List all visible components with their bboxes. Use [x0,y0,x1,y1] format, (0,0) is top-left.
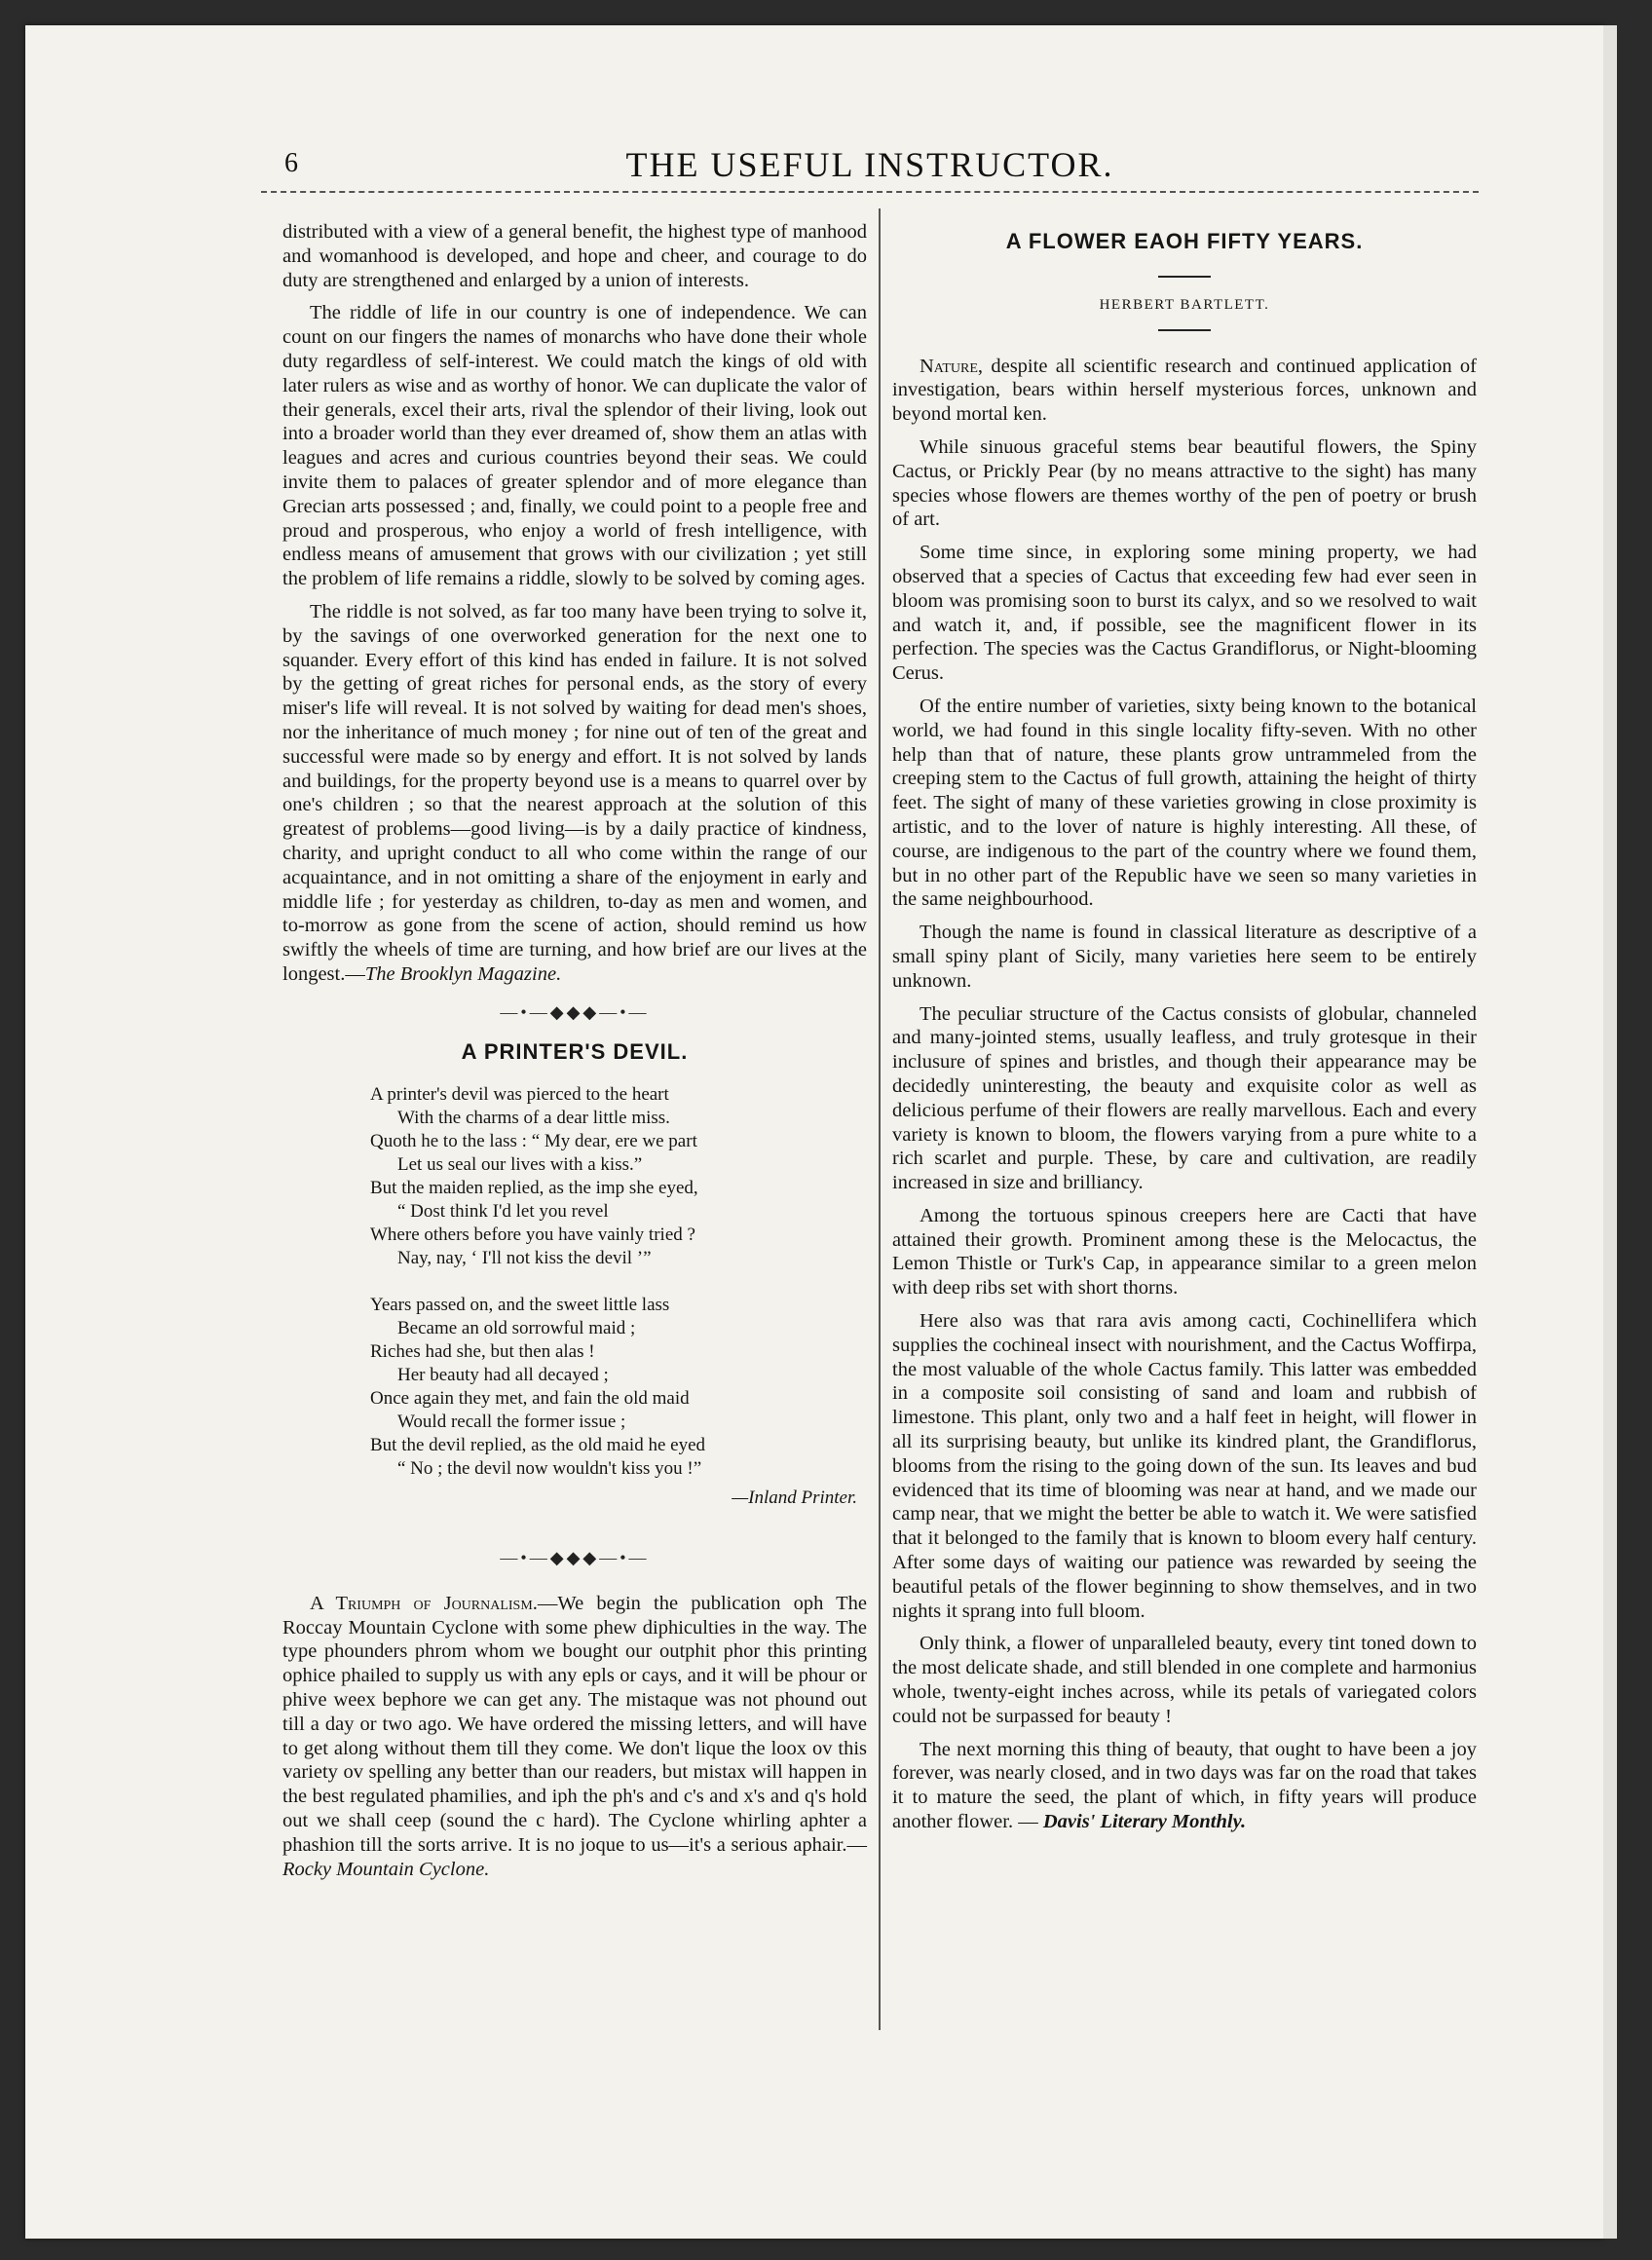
paragraph: Among the tortuous spinous creepers here are Cacti that have attained their growth. Prominent among these is the Melocactus, the Lemon Thistle or Turk's Cap, in appearance similar to a green melon with deep ribs set with short thorns. [892,1204,1477,1300]
poem-stanza-1 [370,1083,867,1270]
poem-line: Where others before you have vainly tried ? [370,1224,695,1246]
poem-line: Riches had she, but then alas ! [370,1341,595,1363]
poem-credit: —Inland Printer. [732,1488,857,1509]
poem-title: A PRINTER'S DEVIL. [461,1038,689,1064]
page-number: 6 [284,148,298,178]
paragraph-text: The next morning this thing of beauty, that ought to have been a joy forever, was nearly closed, and in two days was far on the road that takes it to mature the seed, the plant of which, in fifty years will produce another flower. — [892,1738,1477,1833]
poem-line: But the maiden replied, as the imp she eyed, [370,1178,698,1199]
poem-line: “ No ; the devil now wouldn't kiss you !” [397,1458,702,1480]
poem-line: Years passed on, and the sweet little lass [370,1295,670,1316]
right-column [892,220,1477,1843]
paragraph: Though the name is found in classical literature as descriptive of a small spiny plant of Sicily, many varieties here seem to be entirely unknown. [892,922,1477,992]
header-rule [261,191,1479,193]
column-divider [879,208,881,2030]
triumph-paragraph [282,1592,867,1882]
paragraph: The riddle of life in our country is one of independence. We can count on our fingers the names of monarchs who have done their whole duty regardless of self-interest. We could match the kings of old with later rulers as wise and as worthy of honor. We can duplicate the valor of their generals, excel their arts, rival the splendor of their living, look out into a broader world than they ever dreamed of, show them an atlas with leagues and acres and curious countries beyond their seas. We could invite them to palaces of greater splendor and of more elegance than Grecian arts possessed ; and, finally, we could point to a people free and proud and prosperous, who enjoy a world of fresh intelligence, with endless means of amusement that grows with our civilization ; yet still the problem of life remains a riddle, slowly to be solved by coming ages. [282,302,867,590]
paragraph: distributed with a view of a general benefit, the highest type of manhood and womanhood is developed, and hope and cheer, and courage to do duty are strengthened and enlarged by a union of interests. [282,221,867,291]
paragraph: Only think, a flower of unparalleled beauty, every tint toned down to the most delicate shade, and still blended in one complete and harmonius whole, twenty-eight inches across, while its petals of variegated colors could not be surpassed for beauty ! [892,1633,1477,1727]
poem-line: A printer's devil was pierced to the heart [370,1084,669,1106]
poem-line: With the charms of a dear little miss. [397,1108,670,1129]
article-credit: The Brooklyn Magazine. [364,962,562,985]
section-ornament: —•—◆◆◆—•— [500,1548,650,1568]
poem-stanza-2 [370,1294,867,1481]
page-header [261,144,1479,187]
poem-line: Nay, nay, ‘ I'll not kiss the devil ’” [397,1248,652,1269]
poem-line: Let us seal our lives with a kiss.” [397,1154,643,1176]
left-column [282,220,867,1890]
poem-line: Would recall the former issue ; [397,1412,626,1433]
paragraph-text: despite all scientific research and continued application of investigation, bears within herself mysterious forces, unknown and beyond mortal ken. [892,355,1477,426]
journal-title: THE USEFUL INSTRUCTOR. [625,145,1114,184]
paragraph: Of the entire number of varieties, sixty being known to the botanical world, we had found in this single locality fifty-seven. With no other help than that of nature, these plants grow untrammeled from the creeping stem to the Cactus of full growth, attaining the height of thirty feet. The sight of many of these varieties growing in close proximity is artistic, and to the lover of nature is highly interesting. All these, of course, are indigenous to the part of the country where we found them, but in no other part of the Republic have we seen so many varieties in the same neighbourhood. [892,695,1477,911]
triumph-credit: Rocky Mountain Cyclone. [282,1858,490,1880]
paragraph [892,355,1477,427]
section-ornament: —•—◆◆◆—•— [500,1001,650,1022]
article-title: A FLOWER EAOH FIFTY YEARS. [1005,229,1364,253]
page-edge [1603,25,1617,2239]
title-rule [1158,276,1211,278]
article-credit: Davis' Literary Monthly. [1042,1811,1247,1833]
paragraph: While sinuous graceful stems bear beautiful flowers, the Spiny Cactus, or Prickly Pear (by no means attractive to the sight) has many species whose flowers are themes worthy of the pen of poetry or brush of art. [892,435,1477,531]
poem-line: Quoth he to the lass : “ My dear, ere we part [370,1131,697,1152]
triumph-text: —We begin the publication oph The Roccay Mountain Cyclone with some phew diphiculties in the way. The type phounders phrom whom we bought our outphit phor this printing ophice phailed to supply us with any epls or cays, and it will be phour or phive weex bephore we can get any. The mistaque was not phound out till a day or two ago. We have ordered the missing letters, and will have to get along without them till they come. We don't lique the loox ov this variety ov spelling any better than our readers, but mistax will happen in the best regulated phamilies, and iph the ph's and c's and x's and q's hold out we shall ceep (sound the c hard). The Cyclone whirling aphter a phashion till the sorts arrive. It is no joque to us—it's a serious aphair.— [282,1592,867,1856]
article-byline: HERBERT BARTLETT. [1099,296,1270,313]
paragraph: The peculiar structure of the Cactus consists of globular, channeled and many-jointed stems, usually leafless, and truly grotesque in their inclusure of spines and bristles, and though their appearance may be decidedly uninteresting, the beauty and exquisite color as well as delicious perfume of their flowers are really marvellous. Each and every variety is known to bloom, the flowers varying from a pure white to a rich scarlet and purple. These, by care and cultivation, are readily increased in size and brilliancy. [892,1002,1477,1194]
first-word: Nature, [920,355,984,377]
poem-line: Became an old sorrowful maid ; [397,1318,636,1339]
paragraph: Here also was that rara avis among cacti, Cochinellifera which supplies the cochineal insect with nourishment, and the Cactus Woffirpa, the most valuable of the whole Cactus family. This latter was embedded in a composite soil consisting of sand and loam and rubbish of limestone. This plant, only two and a half feet in height, will flower in all its surprising beauty, but unlike its kindred plant, the Grandiflorus, blooms from the rising to the going down of the sun. Its leaves and bud evidenced that its time of blooming was near at hand, and we made our camp near, that we might the better be able to watch it. We were satisfied that it belonged to the family that is known to bloom every half century. After some days of waiting our patience was rewarded by seeing the beautiful petals of the flower beginning to show themselves, and in two nights it sprang into full bloom. [892,1310,1477,1622]
poem [370,1083,867,1481]
paragraph: Some time since, in exploring some mining property, we had observed that a species of Cactus that exceeding few had ever seen in bloom was promising soon to burst its calyx, and so we resolved to wait and watch it, and, if possible, see the magnificent flower in its perfection. The species was the Cactus Grandiflorus, or Night-blooming Cerus. [892,542,1477,685]
triumph-lead: A Triumph of Journalism. [310,1592,538,1614]
poem-line: Her beauty had all decayed ; [397,1365,609,1386]
byline-rule [1158,329,1211,331]
poem-line: But the devil replied, as the old maid he eyed [370,1435,706,1456]
paragraph [892,1738,1477,1834]
poem-line: Once again they met, and fain the old maid [370,1388,690,1410]
paragraph-text: The riddle is not solved, as far too many have been trying to solve it, by the savings of one overworked generation for the next one to squander. Every effort of this kind has ended in failure. It is not solved by the getting of great riches for personal ends, as the story of every miser's life will reveal. It is not solved by waiting for dead men's shoes, nor the inheritance of much money ; for nine out of ten of the great and successful were made so by energy and effort. It is not solved by lands and buildings, for the property beyond use is a means to quarrel over by one's children ; so that the nearest approach at the solution of this greatest of problems—good living—is by a daily practice of kindness, charity, and upright conduct to all who come within the range of our acquaintance, and in not omitting a share of the enjoyment in early and middle life ; for yesterday as children, to-day as men and women, and to-morrow as gone from the scene of action, should remind us how swiftly the wheels of time are turning, and how brief are our lives at the longest.— [282,600,867,985]
paragraph [282,600,867,987]
poem-line: “ Dost think I'd let you revel [397,1201,609,1223]
